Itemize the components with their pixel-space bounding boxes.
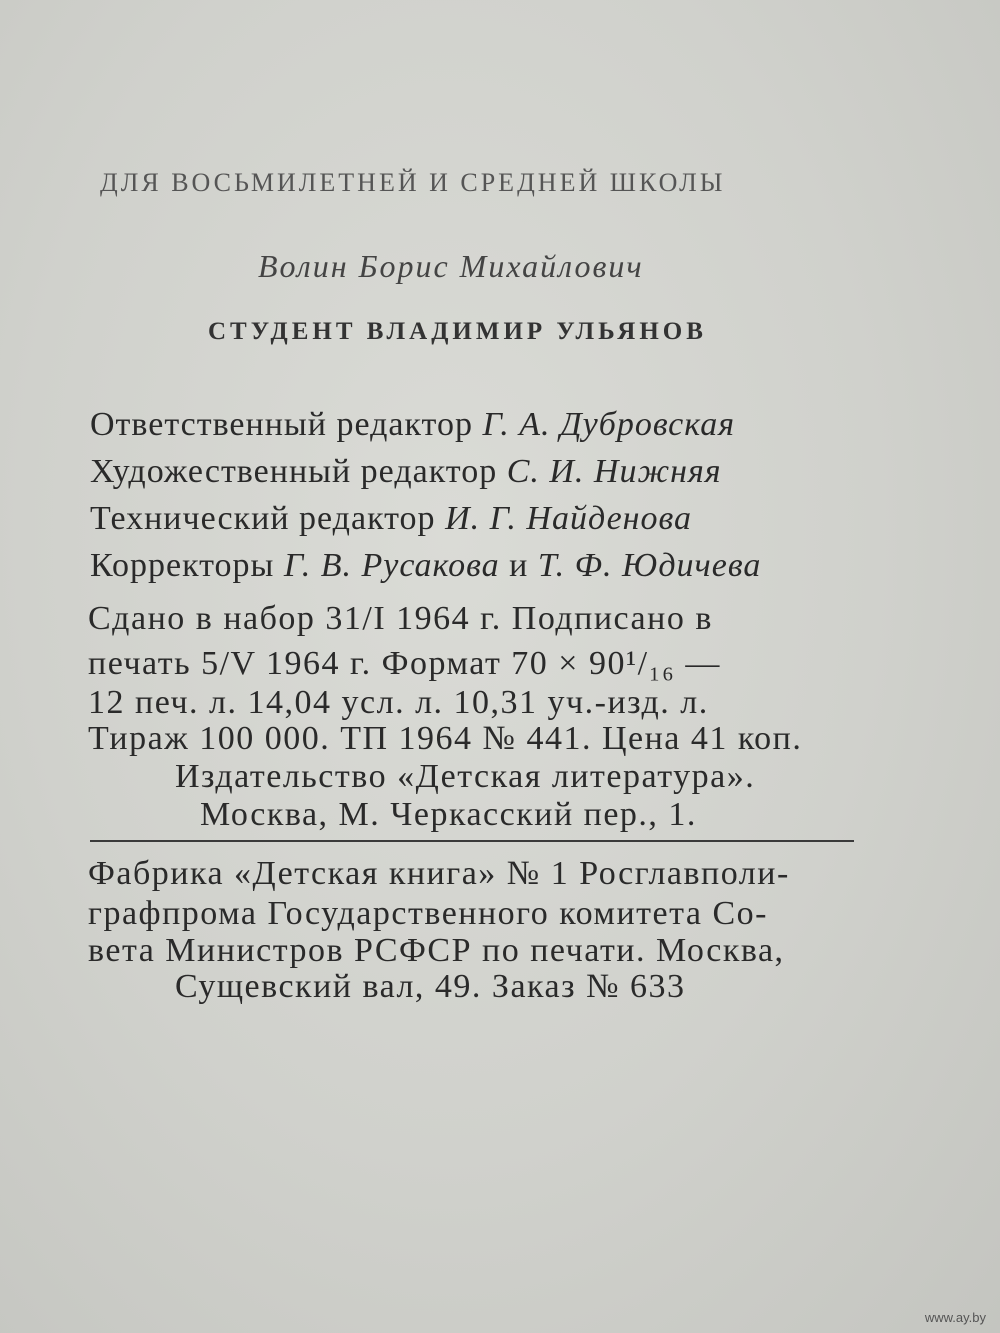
series-line: ДЛЯ ВОСЬМИЛЕТНЕЙ И СРЕДНЕЙ ШКОЛЫ (100, 168, 726, 197)
factory-line: вета Министров РСФСР по печати. Москва, (88, 932, 785, 969)
credit-line (90, 453, 722, 491)
factory-line: графпрома Государственного комитета Со- (88, 895, 768, 932)
credit-name-second: Т. Ф. Юдичева (537, 547, 762, 584)
credit-line (90, 406, 735, 444)
site-watermark: www.ay.by (924, 1310, 986, 1325)
credit-role: Ответственный редактор (90, 406, 473, 443)
factory-line: Фабрика «Детская книга» № 1 Росглавполи- (88, 855, 790, 892)
imprint-line: печать 5/V 1964 г. Формат 70 × 90¹/₁₆ — (88, 645, 721, 682)
credit-role: Корректоры (90, 547, 275, 584)
imprint-line: Тираж 100 000. ТП 1964 № 441. Цена 41 коп. (88, 720, 803, 757)
publisher-line: Издательство «Детская литература». (175, 758, 756, 795)
credit-name: Г. А. Дубровская (482, 406, 736, 443)
credit-conjunction: и (509, 547, 529, 584)
divider-rule (90, 840, 854, 842)
credit-role: Художественный редактор (90, 453, 498, 490)
factory-line: Сущевский вал, 49. Заказ № 633 (175, 968, 686, 1005)
book-title: СТУДЕНТ ВЛАДИМИР УЛЬЯНОВ (208, 318, 707, 345)
credit-role: Технический редактор (90, 500, 436, 537)
credit-name: С. И. Нижняя (506, 453, 722, 490)
credit-name: Г. В. Русакова (283, 547, 500, 584)
publisher-address: Москва, М. Черкасский пер., 1. (200, 796, 697, 833)
credit-line (90, 500, 692, 538)
imprint-line: 12 печ. л. 14,04 усл. л. 10,31 уч.-изд. л. (88, 684, 709, 721)
credit-name: И. Г. Найденова (445, 500, 693, 537)
credit-line (90, 547, 761, 585)
imprint-line: Сдано в набор 31/I 1964 г. Подписано в (88, 600, 713, 637)
author-name: Волин Борис Михайлович (258, 248, 644, 284)
